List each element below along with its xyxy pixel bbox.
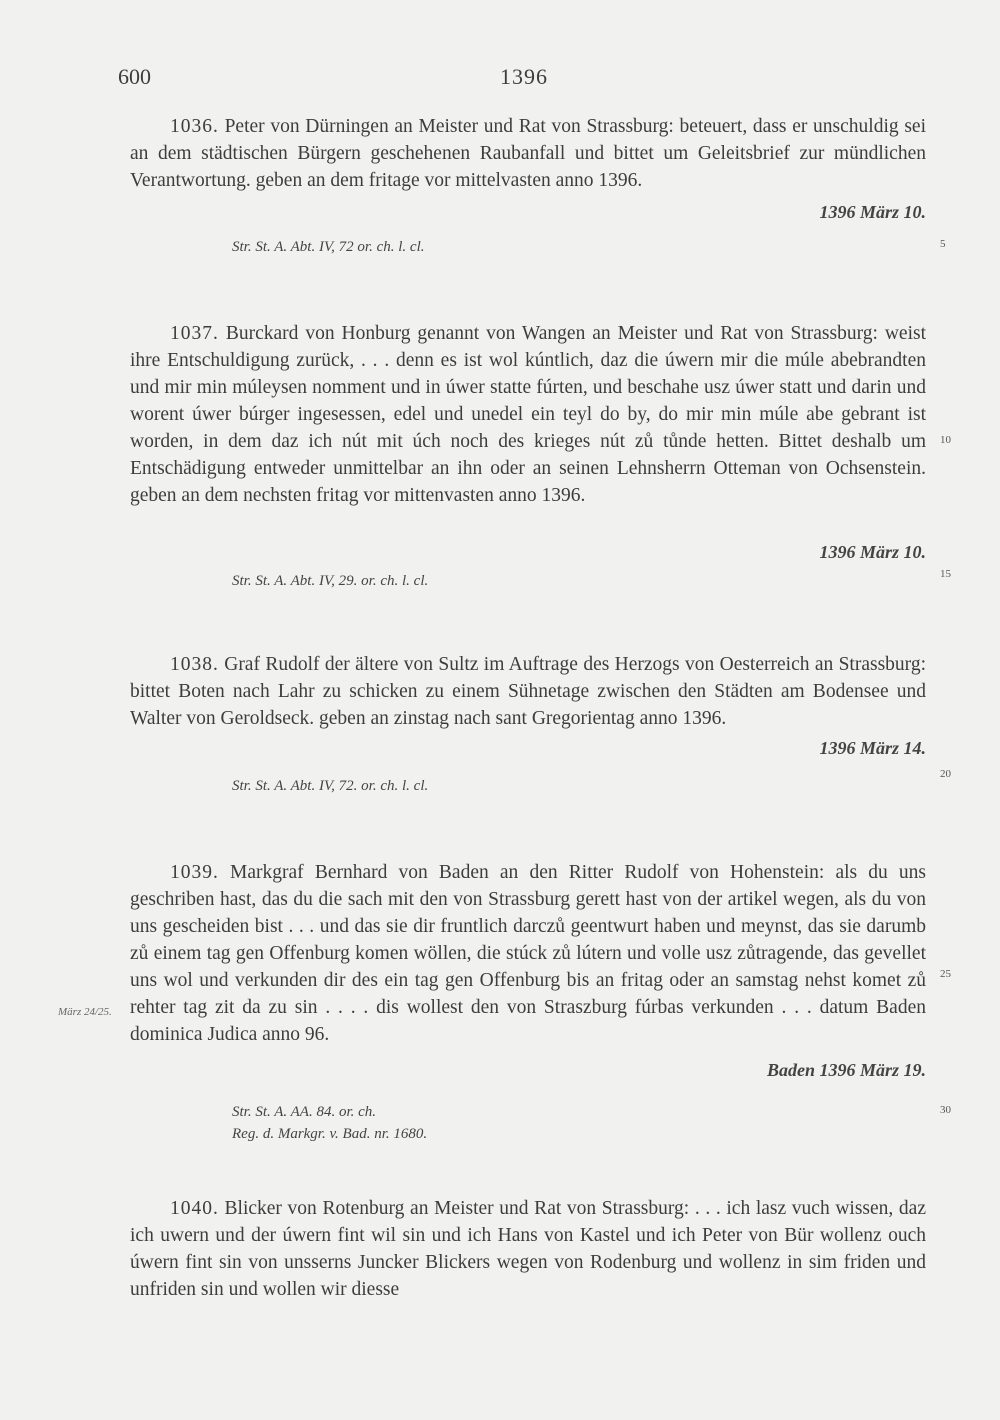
line-number: 15 [940,568,951,580]
entry-1040 [130,1195,926,1303]
entry-source: Str. St. A. Abt. IV, 29. or. ch. l. cl. [232,573,429,589]
entry-number: 1040. [170,1198,219,1219]
page-number: 600 [118,64,151,89]
entry-text: Blicker von Rotenburg an Meister und Rat von Strassburg: . . . ich lasz vuch wissen, daz ich uwern und der úwern fint wil sin und ich Hans von Kastel und ich Peter von Bür wollenz ouch úwern fint sin von unsserns Juncker Blickers wegen von Rodenburg und wollenz in sim friden und unfriden sin und wollen wir diesse [130,1198,926,1300]
entry-text: Burckard von Honburg genannt von Wangen an Meister und Rat von Strassburg: weist ihre Entschuldigung zurück, . . . denn es ist wol kúntlich, daz die úwern mir die múle abebrandten und mir min múleysen nomment und in úwer statte fúrten, und beschahe usz úwer statt und darin und worent úwer búrger ingesessen, edel und unedel ein teyl do by, do mir min múle abe gebrant ist worden, in dem daz ich nút mit úch noch des krieges nút zů tůnde hetten. Bittet deshalb um Entschädigung entweder unmittelbar an ihn oder an seinen Lehnsherrn Otteman von Ochsenstein. geben an dem nechsten fritag vor mittenvasten anno 1396. [130,323,927,506]
entry-number: 1039. [170,862,219,883]
line-number: 10 [940,434,951,446]
entry-source: Str. St. A. Abt. IV, 72 or. ch. l. cl. [232,239,425,255]
line-number: 25 [940,968,951,980]
line-number: 20 [940,768,951,780]
entry-1039 [130,859,926,1048]
entry-number: 1036. [170,116,219,137]
entry-date: Baden 1396 März 19. [766,1060,926,1080]
entry-text: Markgraf Bernhard von Baden an den Ritter Rudolf von Hohenstein: als du uns geschriben hast, das du die sach mit den von Strassburg gerett hast von der artikel wegen, als du von uns gescheiden bist . . . und das sie dir fruntlich darczů geentwurt haben und meynst, das sie darumb zů einem tag gen Offenburg komen wöllen, die stúck zů lútern und volle usz zůtragende, das gevellet uns wol und verkunden dir des ein tag gen Offenburg bis an fritag oder an samstag nehst komet zů rehter tag zit da zu sin . . . . dis wollest den von Straszburg fúrbas verkunden . . . datum Baden dominica Judica anno 96. [130,862,926,1045]
entry-1036 [130,113,926,194]
line-number: 30 [940,1104,951,1116]
entry-text: Peter von Dürningen an Meister und Rat von Strassburg: beteuert, dass er unschuldig sei an dem städtischen Bürgern geschehenen Raubanfall und bittet um Geleitsbrief zur mündlichen Verantwortung. geben an dem fritage vor mittelvasten anno 1396. [130,116,926,191]
entry-source-secondary: Reg. d. Markgr. v. Bad. nr. 1680. [232,1126,428,1142]
entry-1037 [130,320,926,509]
entry-1038 [130,651,926,732]
entry-text: Graf Rudolf der ältere von Sultz im Auftrage des Herzogs von Oesterreich an Strassburg: bittet Boten nach Lahr zu schicken zu einem Sühnetage zwischen den Städten am Bodensee und Walter von Geroldseck. geben an zinstag nach sant Gregorientag anno 1396. [130,654,926,729]
entry-date: 1396 März 10. [819,542,926,562]
entry-number: 1038. [170,654,219,675]
entry-date: 1396 März 14. [819,738,926,758]
entry-source: Str. St. A. Abt. IV, 72. or. ch. l. cl. [232,778,429,794]
entry-source: Str. St. A. AA. 84. or. ch. [232,1104,377,1120]
line-number: 5 [940,238,946,250]
margin-date-note: März 24/25. [58,1006,112,1018]
running-head: 1396 [500,64,548,89]
entry-number: 1037. [170,323,219,344]
entry-date: 1396 März 10. [819,202,926,222]
